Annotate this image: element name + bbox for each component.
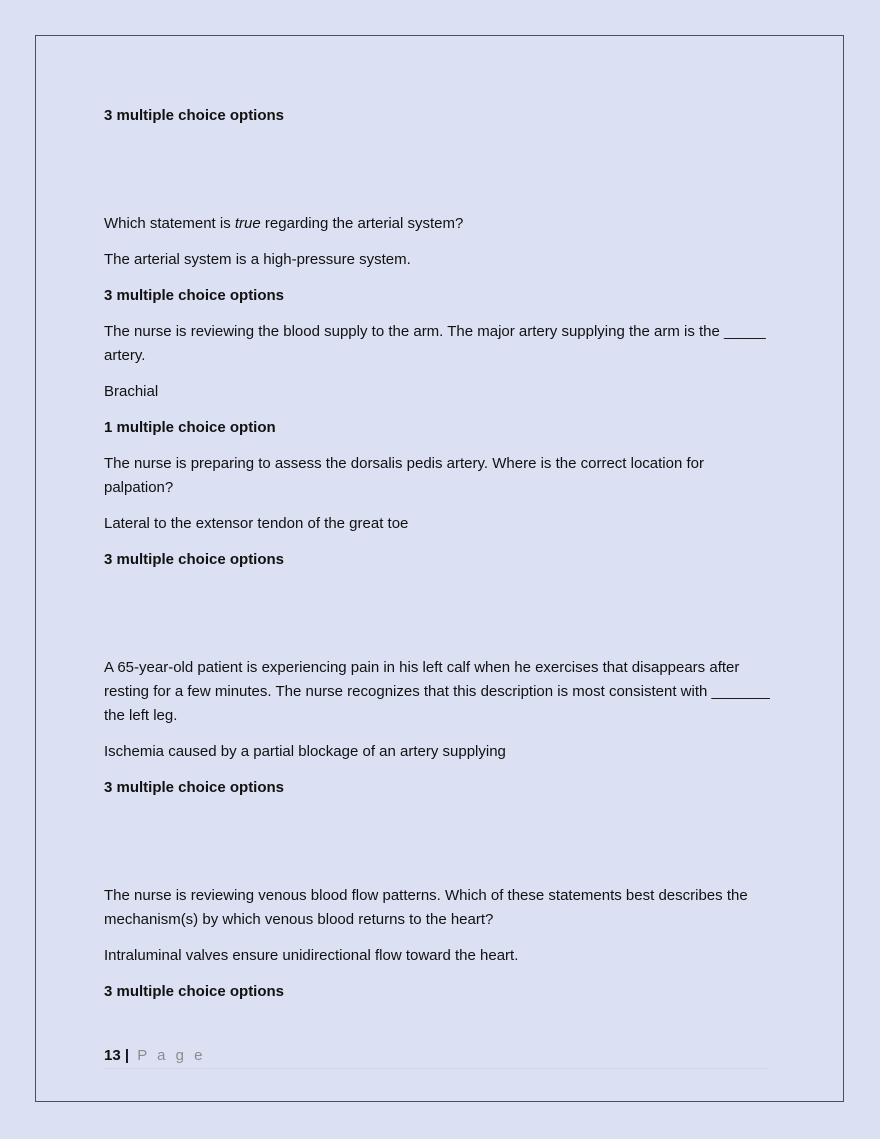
answer-text: The arterial system is a high-pressure system.	[104, 251, 411, 268]
spacer	[104, 812, 776, 884]
question-text-part: regarding the arterial system?	[260, 215, 464, 232]
emphasis-text: true	[234, 215, 261, 232]
answer-text: Ischemia caused by a partial blockage of an artery supplying	[104, 743, 506, 760]
question-text: A 65-year-old patient is experiencing pain in his left calf when he exercises that disappears after resting for a few minutes. The nurse recognizes that this description is most consistent with _______ the left leg.	[104, 659, 770, 724]
options-count-heading: 3 multiple choice options	[104, 779, 285, 796]
options-count-heading: 3 multiple choice options	[104, 287, 285, 304]
page-footer	[104, 1044, 769, 1069]
answer-text: Lateral to the extensor tendon of the great toe	[104, 515, 409, 532]
page-separator: |	[124, 1047, 130, 1064]
spacer	[104, 584, 776, 656]
page-label: P a g e	[137, 1047, 206, 1064]
page-number: 13	[104, 1047, 121, 1064]
options-count-heading: 1 multiple choice option	[104, 419, 276, 436]
question-text	[104, 212, 776, 236]
answer-text: Intraluminal valves ensure unidirectional flow toward the heart.	[104, 947, 519, 964]
options-count-heading: 3 multiple choice options	[104, 107, 285, 124]
document-body	[104, 104, 776, 1016]
question-text-part: Which statement is	[104, 215, 235, 232]
options-count-heading: 3 multiple choice options	[104, 983, 285, 1000]
question-text: The nurse is reviewing the blood supply to the arm. The major artery supplying the arm is the _____ artery.	[104, 323, 766, 364]
options-count-heading: 3 multiple choice options	[104, 551, 285, 568]
question-text: The nurse is reviewing venous blood flow patterns. Which of these statements best describes the mechanism(s) by which venous blood returns to the heart?	[104, 887, 748, 928]
question-text: The nurse is preparing to assess the dorsalis pedis artery. Where is the correct location for palpation?	[104, 455, 704, 496]
spacer	[104, 140, 776, 212]
answer-text: Brachial	[104, 383, 159, 400]
